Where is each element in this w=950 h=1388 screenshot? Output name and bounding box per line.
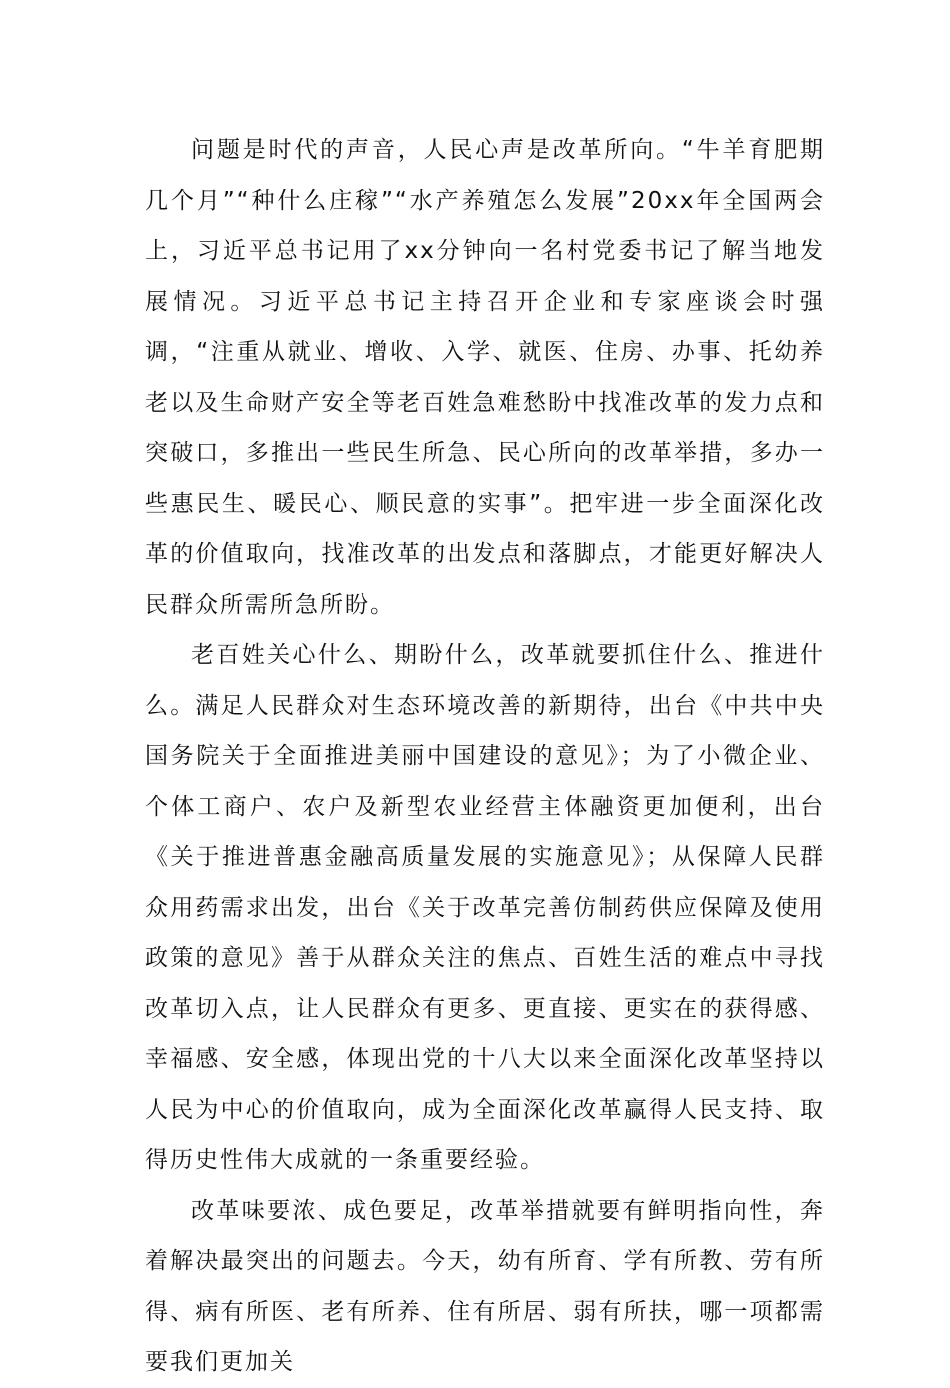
paragraph-3: 改革味要浓、成色要足，改革举措就要有鲜明指向性，奔着解决最突出的问题去。今天，幼有所育、学有所教、劳有所得、病有所医、老有所养、住有所居、弱有所扶，哪一项都需要我们更加关: [145, 1197, 825, 1375]
document-body: [145, 125, 825, 1388]
paragraph-1: 问题是时代的声音，人民心声是改革所向。“牛羊育肥期几个月”“种什么庄稼”“水产养殖怎么发展”20xx年全国两会上，习近平总书记用了xx分钟向一名村党委书记了解当地发展情况。习近平总书记主持召开企业和专家座谈会时强调，“注重从就业、增收、入学、就医、住房、办事、托幼养老以及生命财产安全等老百姓急难愁盼中找准改革的发力点和突破口，多推出一些民生所急、民心所向的改革举措，多办一些惠民生、暖民心、顺民意的实事”。把牢进一步全面深化改革的价值取向，找准改革的出发点和落脚点，才能更好解决人民群众所需所急所盼。: [145, 137, 825, 618]
paragraph-2: 老百姓关心什么、期盼什么，改革就要抓住什么、推进什么。满足人民群众对生态环境改善的新期待，出台《中共中央国务院关于全面推进美丽中国建设的意见》；为了小微企业、个体工商户、农户及新型农业经营主体融资更加便利，出台《关于推进普惠金融高质量发展的实施意见》；从保障人民群众用药需求出发，出台《关于改革完善仿制药供应保障及使用政策的意见》善于从群众关注的焦点、百姓生活的难点中寻找改革切入点，让人民群众有更多、更直接、更实在的获得感、幸福感、安全感，体现出党的十八大以来全面深化改革坚持以人民为中心的价值取向，成为全面深化改革赢得人民支持、取得历史性伟大成就的一条重要经验。: [145, 642, 825, 1173]
